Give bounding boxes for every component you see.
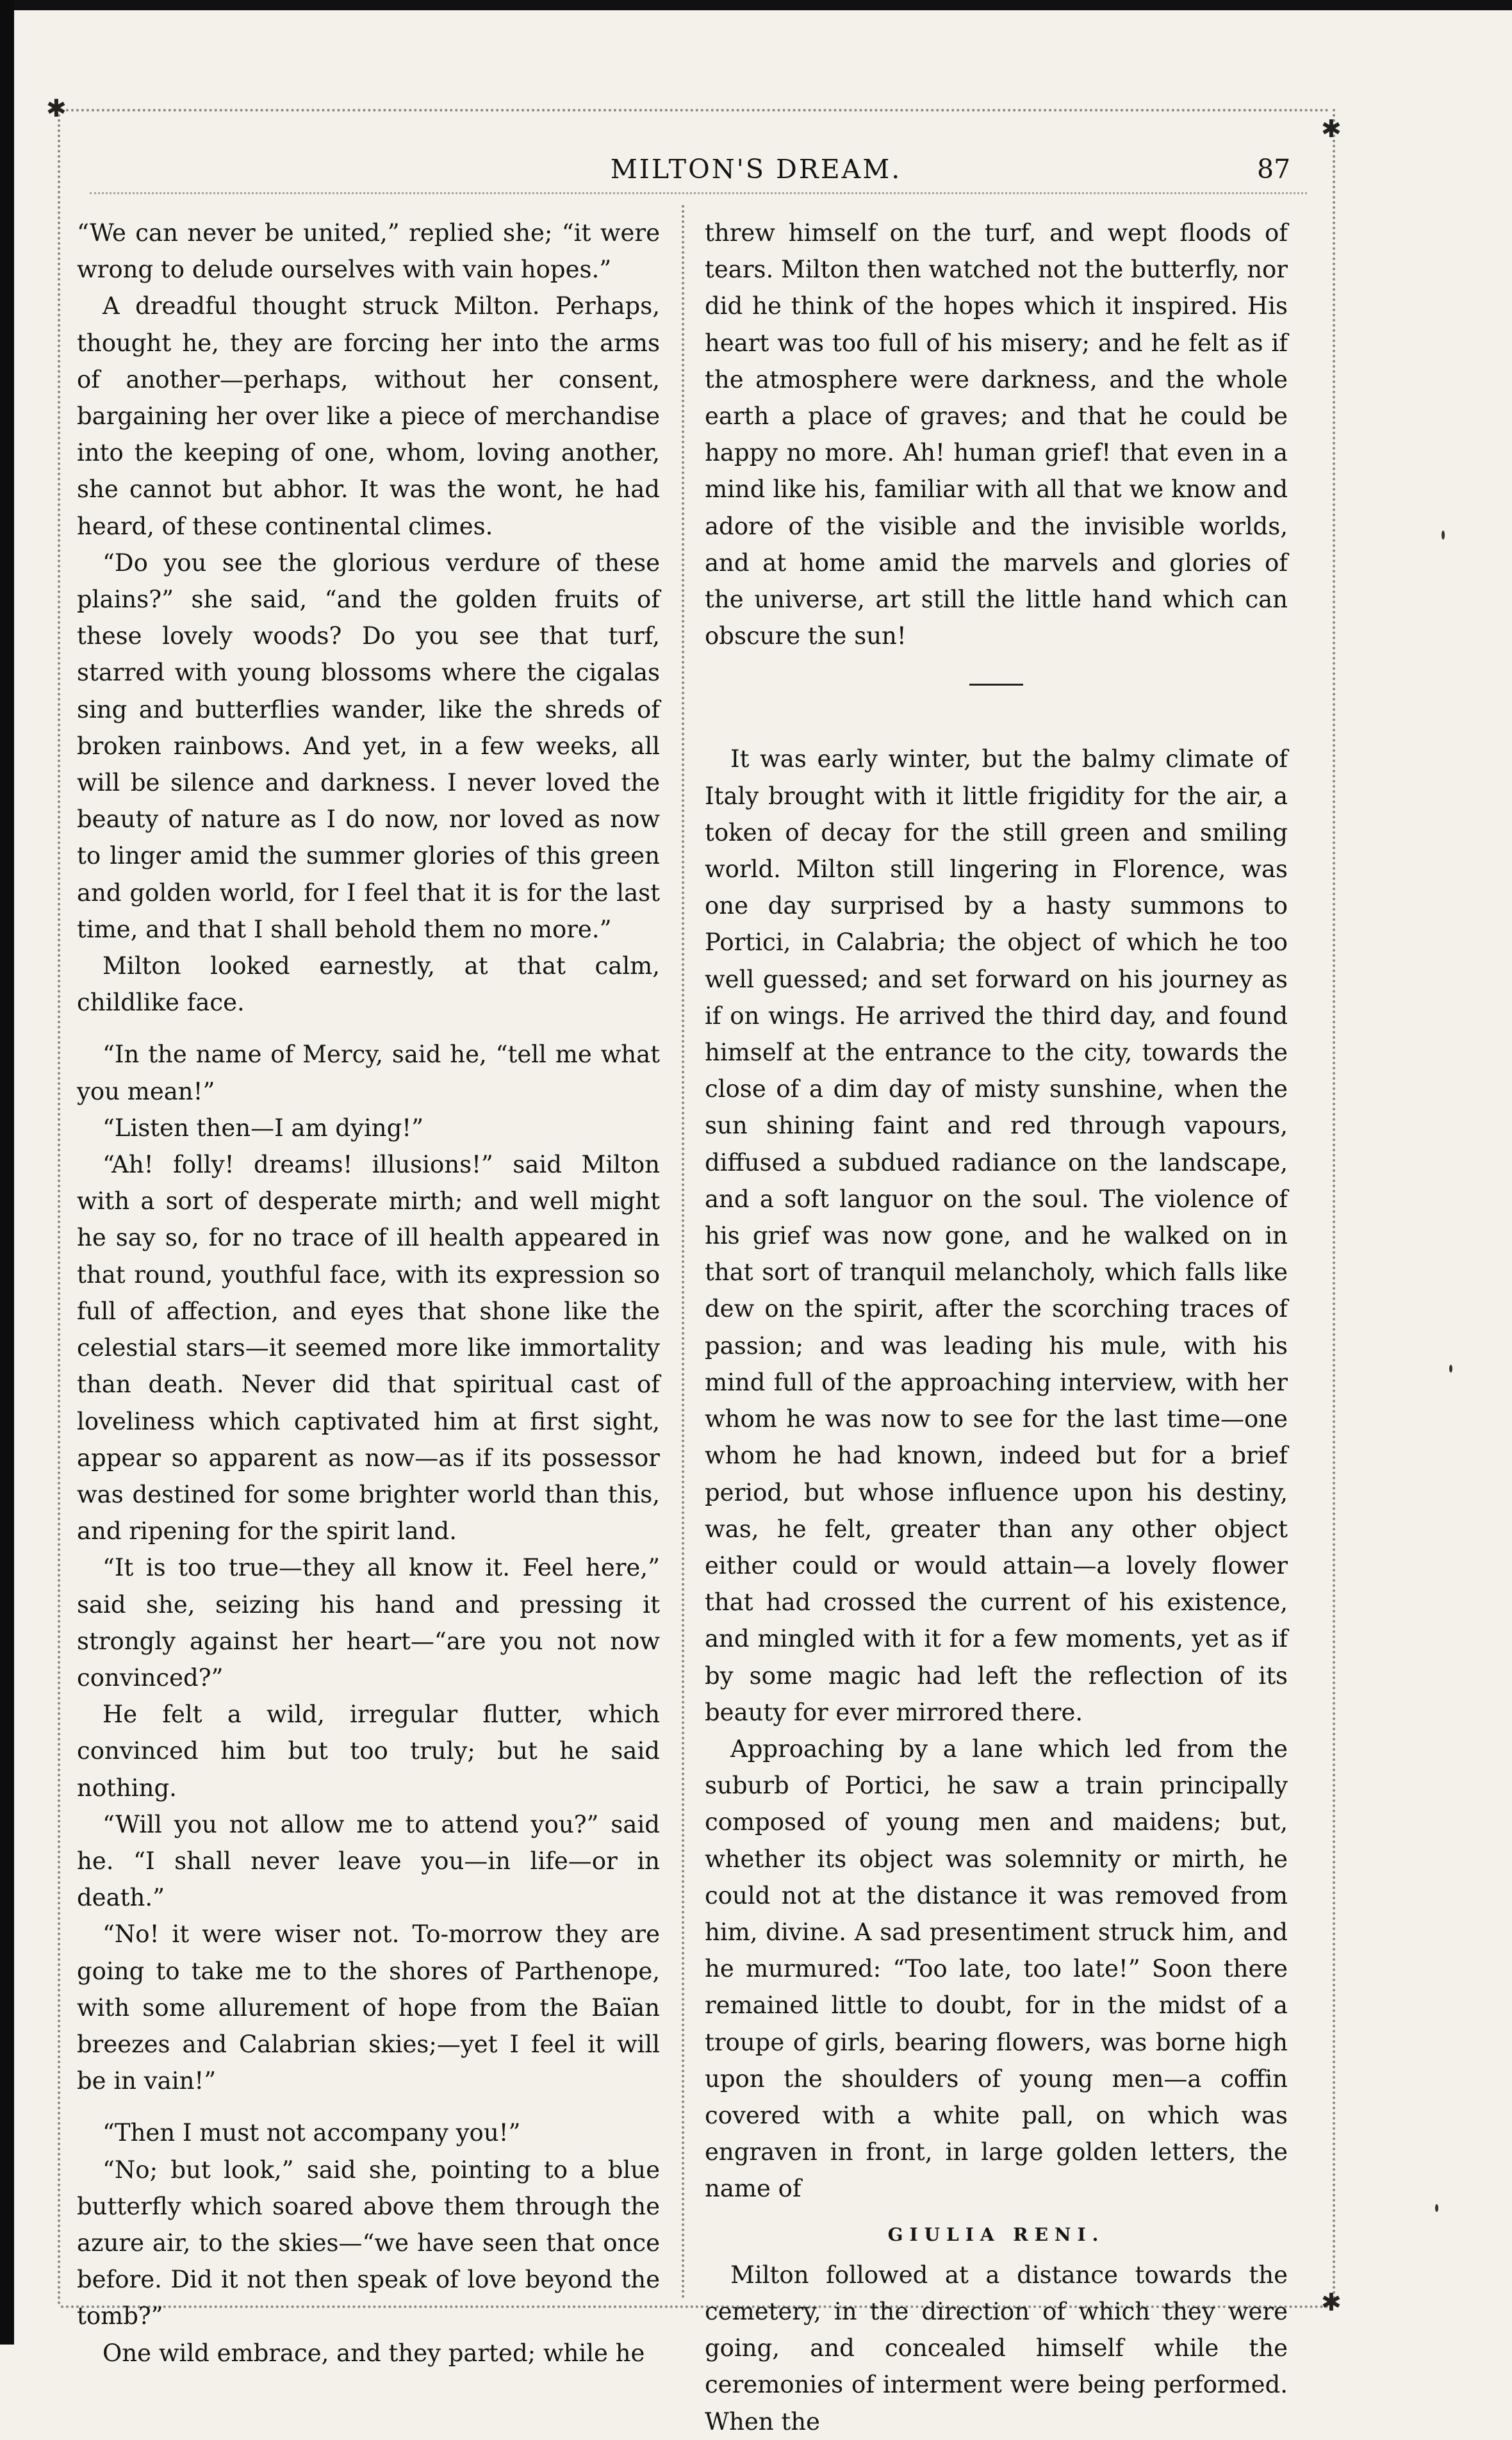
paragraph: “We can never be united,” replied she; “it were wrong to delude ourselves with vain hopes.”	[77, 219, 660, 284]
paragraph: Milton followed at a distance towards the cemetery, in the direction of which they were going, and concealed himself while the ceremonies of interment were being performed. When the	[705, 2261, 1288, 2436]
inscription: GIULIA RENI.	[887, 2223, 1105, 2245]
scan-speck	[1435, 2204, 1438, 2212]
paragraph: Approaching by a lane which led from the suburb of Portici, he saw a train principally composed of young men and maidens; but, whether its object was solemnity or mirth, he could not at the distance it was removed from him, divine. A sad presentiment struck him, and he murmured: “Too late, too late!” Soon there remained little to doubt, for in the midst of a troupe of girls, bearing flowers, was borne high upon the shoulders of young men—a coffin covered with a white pall, on which was engraven in front, in large golden letters, the name of	[705, 1735, 1288, 2203]
paragraph: “Ah! folly! dreams! illusions!” said Milton with a sort of desperate mirth; and well might he say so, for no trace of ill health appeared in that round, youthful face, with its expression so full of affection, and eyes that shone like the celestial stars—it seemed more like immortality than death. Never did that spiritual cast of loveliness which captivated him at first sight, appear so apparent as now—as if its possessor was destined for some brighter world than this, and ripening for the spirit land.	[77, 1151, 660, 1546]
column-divider	[682, 205, 684, 2300]
scan-edge-left	[0, 0, 14, 2345]
scan-speck	[1442, 531, 1445, 540]
paragraph: It was early winter, but the balmy climate of Italy brought with it little frigidity for the air, a token of decay for the still green and smiling world. Milton still lingering in Florence, was one day surprised by a hasty summons to Portici, in Calabria; the object of which he too well guessed; and set forward on his journey as if on wings. He arrived the third day, and found himself at the entrance to the city, towards the close of a dim day of misty sunshine, when the sun shining faint and red through vapours, diffused a subdued radiance on the landscape, and a soft languor on the soul. The violence of his grief was now gone, and he walked on in that sort of tranquil melancholy, which falls like dew on the spirit, after the scorching traces of passion; and was leading his mule, with his mind full of the approaching interview, with her whom he was now to see for the last time—one whom he had known, indeed but for a brief period, but whose influence upon his destiny, was, he felt, greater than any other object either could or would attain—a lovely flower that had crossed the current of his existence, and mingled with it for a few moments, yet as if by some magic had left the reflection of its beauty for ever mirrored there.	[705, 745, 1288, 1726]
ornamental-border-left	[58, 109, 60, 2307]
section-divider	[969, 684, 1023, 686]
paragraph: One wild embrace, and they parted; while he	[103, 2339, 645, 2367]
paragraph: Milton looked earnestly, at that calm, childlike face.	[77, 952, 660, 1017]
running-title: MILTON'S DREAM.	[610, 154, 902, 185]
left-column	[77, 215, 660, 2371]
paragraph: He felt a wild, irregular flutter, which convinced him but too truly; but he said nothing.	[77, 1701, 660, 1802]
paragraph: threw himself on the turf, and wept floods of tears. Milton then watched not the butterfly, nor did he think of the hopes which it inspired. His heart was too full of his misery; and he felt as if the atmosphere were darkness, and the whole earth a place of graves; and that he could be happy no more. Ah! human grief! that even in a mind like his, familiar with all that we know and adore of the visible and the invisible worlds, and at home amid the marvels and glories of the universe, art still the little hand which can obscure the sun!	[705, 219, 1288, 650]
paragraph: “It is too true—they all know it. Feel here,” said she, seizing his hand and pressing it strongly against her heart—“are you not now convinced?”	[77, 1554, 660, 1692]
paragraph: “Will you not allow me to attend you?” said he. “I shall never leave you—in life—or in death.”	[77, 1810, 660, 1912]
paragraph: “Listen then—I am dying!”	[103, 1114, 424, 1142]
page-number: 87	[1257, 154, 1291, 185]
paragraph: “No! it were wiser not. To-morrow they are going to take me to the shores of Parthenope, with some allurement of hope from the Baïan breezes and Calabrian skies;—yet I feel it will be in vain!”	[77, 1920, 660, 2095]
paragraph: “In the name of Mercy, said he, “tell me what you mean!”	[77, 1041, 660, 1105]
scan-edge-top	[0, 0, 1512, 10]
paragraph: “No; but look,” said she, pointing to a blue butterfly which soared above them through the azure air, to the skies—“we have seen that once before. Did it not then speak of love beyond the tomb?”	[77, 2156, 660, 2330]
corner-ornament-icon: ✱	[1321, 2288, 1342, 2316]
paragraph: A dreadful thought struck Milton. Perhaps, thought he, they are forcing her into the arms of another—perhaps, without her consent, bargaining her over like a piece of merchandise into the keeping of one, whom, loving another, she cannot but abhor. It was the wont, he had heard, of these continental climes.	[77, 292, 660, 540]
ornamental-border-top	[61, 109, 1329, 123]
header-underline	[90, 192, 1307, 194]
ornamental-border-right	[1333, 109, 1335, 2307]
scan-speck	[1449, 1365, 1452, 1373]
corner-ornament-icon: ✱	[46, 94, 67, 122]
right-column	[705, 215, 1288, 2440]
corner-ornament-icon: ✱	[1321, 115, 1342, 143]
paragraph: “Do you see the glorious verdure of these plains?” she said, “and the golden fruits of these lovely woods? Do you see that turf, starred with young blossoms where the cigalas sing and butterflies wander, like the shreds of broken rainbows. And yet, in a few weeks, all will be silence and darkness. I never loved the beauty of nature as I do now, nor loved as now to linger amid the summer glories of this green and golden world, for I feel that it is for the last time, and that I shall behold them no more.”	[77, 548, 660, 943]
paragraph: “Then I must not accompany you!”	[103, 2119, 521, 2147]
